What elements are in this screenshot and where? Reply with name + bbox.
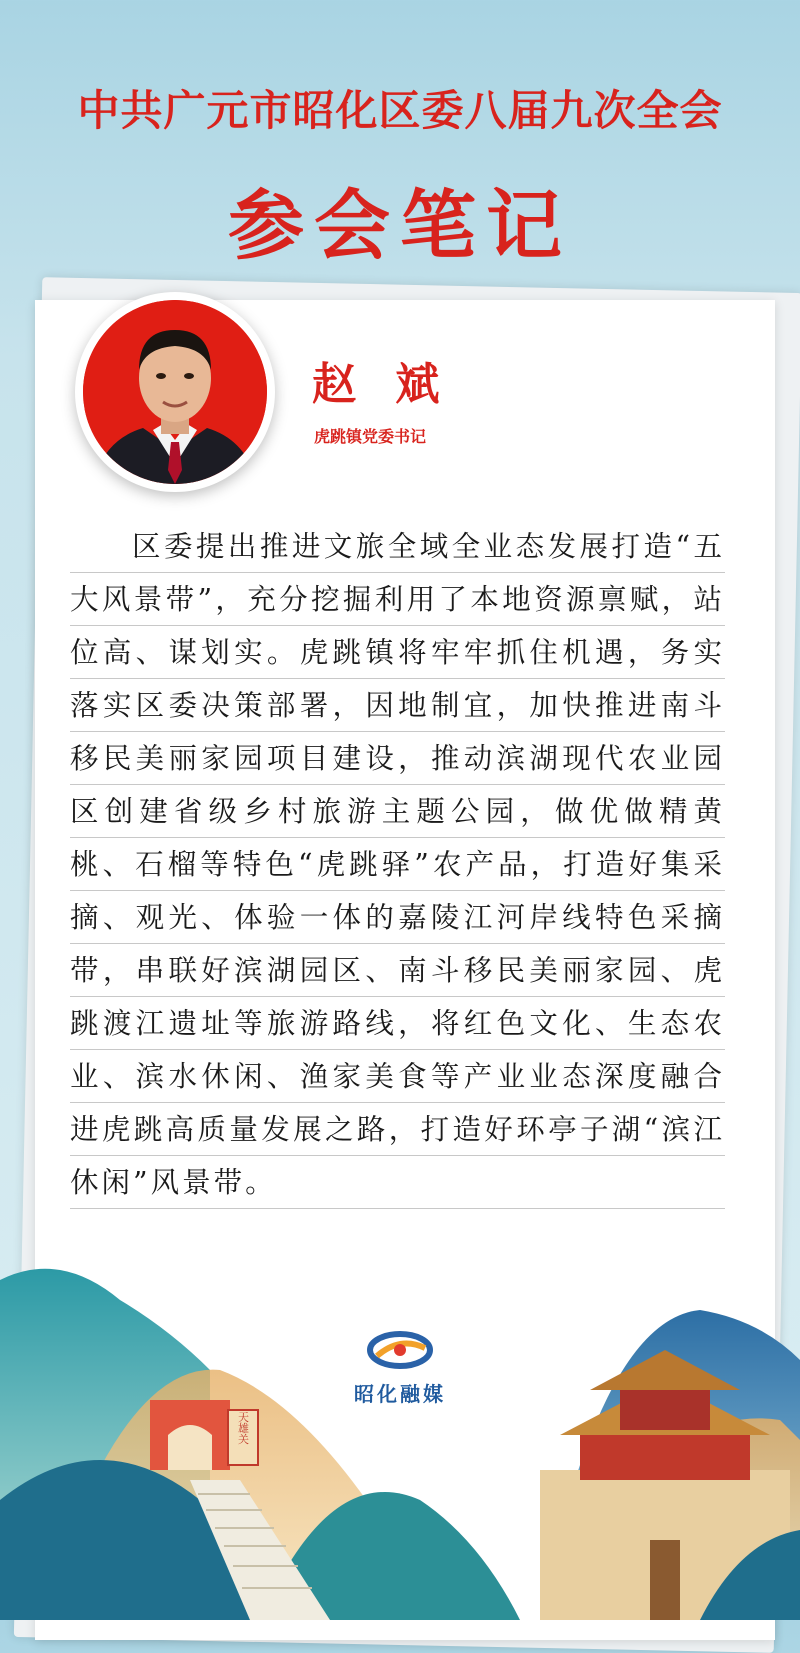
page-subtitle: 参会笔记 (228, 181, 572, 270)
person-portrait-icon (83, 300, 267, 484)
media-logo-text: 昭化融媒 (354, 1382, 446, 1406)
portrait-photo (83, 300, 267, 484)
person-name: 赵 斌 (312, 359, 452, 410)
page-title: 中共广元市昭化区委八届九次全会 (77, 86, 723, 135)
media-logo (0, 1330, 800, 1407)
landscape-illustration (0, 1240, 800, 1620)
person-position: 虎跳镇党委书记 (314, 427, 427, 446)
article-body: 区委提出推进文旅全域全业态发展打造“五大风景带”，充分挖掘利用了本地资源禀赋，站位高、谋划实。虎跳镇将牢牢抓住机遇，务实落实区委决策部署，因地制宜，加快推进南斗移民美丽家园项目建设，推动滨湖现代农业园区创建省级乡村旅游主题公园，做优做精黄桃、石榴等特色“虎跳驿”农产品，打造好集采摘、观光、体验一体的嘉陵江河岸线特色采摘带，串联好滨湖园区、南斗移民美丽家园、虎跳渡江遗址等旅游路线，将红色文化、生态农业、滨水休闲、渔家美食等产业业态深度融合进虎跳高质量发展之路，打造好环亭子湖“滨江休闲”风景带。 (70, 520, 725, 1209)
header-banner (0, 0, 800, 300)
gate-sign-text: 天雄关 (236, 1411, 250, 1445)
media-logo-icon (367, 1330, 433, 1370)
avatar (75, 292, 275, 492)
